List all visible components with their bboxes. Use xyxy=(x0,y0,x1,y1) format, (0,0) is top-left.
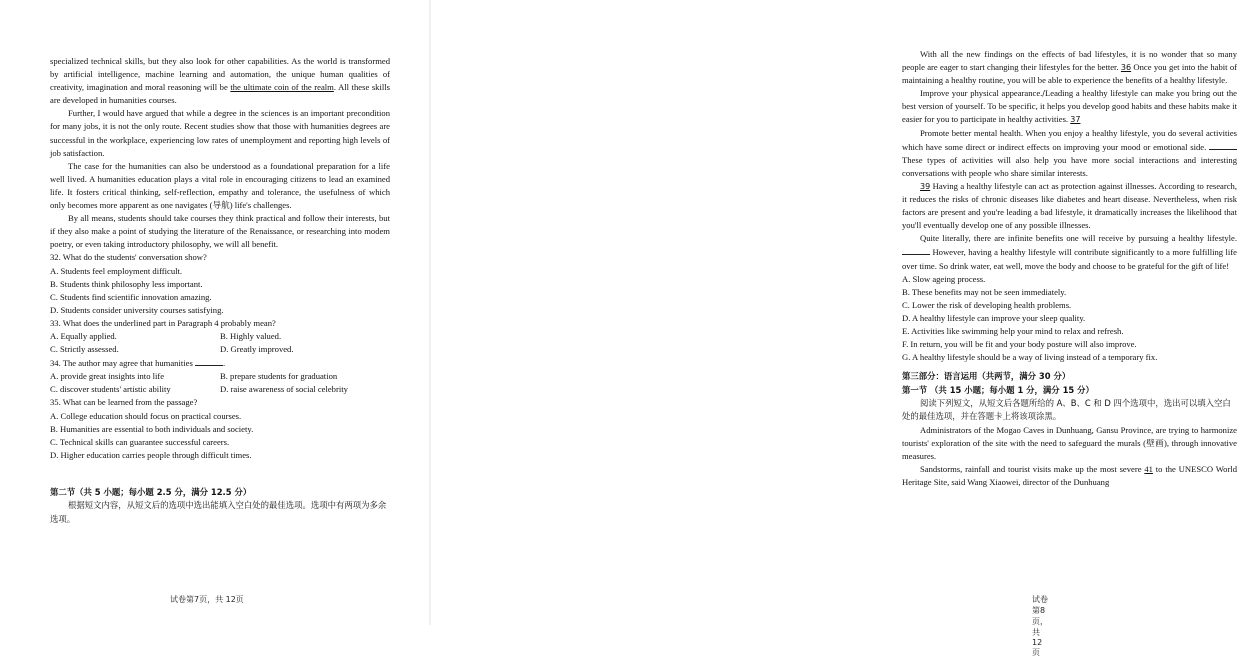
question-35 xyxy=(50,396,390,461)
option: C. Strictly assessed. xyxy=(50,344,119,355)
option: D. A healthy lifestyle can improve your sleep quality. xyxy=(902,312,1086,323)
passage-paragraph: 39 Having a healthy lifestyle can act as protection against illnesses. According to research, it reduces the risks of chronic diseases like diabetes and heart disease. Nevertheless, when risk factors are present and you're leading a bad lifestyle, it dramatically increases the likelihood that you'll eventually develop one of any possible illnesses. xyxy=(902,180,1237,231)
option: B. These benefits may not be seen immediately. xyxy=(902,286,1067,297)
option-row xyxy=(50,330,390,343)
question-32 xyxy=(50,251,390,316)
question-stem: 35. What can be learned from the passage? xyxy=(50,397,198,408)
page-7 xyxy=(0,0,430,625)
question-34 xyxy=(50,356,390,396)
right-column xyxy=(902,48,1237,489)
option: B. Students think philosophy less important. xyxy=(50,278,203,289)
passage-paragraph: Further, I would have argued that while a degree in the sciences is an important precondition for many jobs, it is not the only route. Recent studies show that those with humanities degrees are successful in the workplace, experiencing low rates of unemployment and reporting high levels of job satisfaction. xyxy=(50,108,390,158)
option: D. raise awareness of social celebrity xyxy=(220,384,348,395)
option: F. In return, you will be fit and your body posture will also improve. xyxy=(902,339,1137,350)
option: D. Greatly improved. xyxy=(220,344,294,355)
cloze-blank-41: 41 xyxy=(1144,464,1153,475)
option: A. Equally applied. xyxy=(50,330,117,341)
option: E. Activities like swimming help your mind to relax and refresh. xyxy=(902,325,1124,336)
passage-paragraph: Improve your physical appearance./Leading a healthy lifestyle can make you bring out the best version of yourself. To be specific, it helps you develop good habits and these habits make it easier for you to participate in healthy activities. 37 xyxy=(902,88,1237,125)
passage-paragraph: Quite literally, there are infinite benefits one will receive by pursuing a healthy lifestyle. However, having a healthy lifestyle will contribute significantly to a more fulfilling life over time. So drink water, eat well, move the body and choose to be grateful for the gift of life! xyxy=(902,233,1237,271)
handwritten-blank-39: 39 xyxy=(920,181,931,191)
question-stem: 33. What does the underlined part in Paragraph 4 probably mean? xyxy=(50,317,276,328)
option: D. Higher education carries people through difficult times. xyxy=(50,449,252,460)
passage-paragraph xyxy=(50,55,390,107)
option: C. Lower the risk of developing health problems. xyxy=(902,299,1072,310)
page-8 xyxy=(430,0,1237,657)
option: C. Students find scientific innovation amazing. xyxy=(50,291,212,302)
passage-text: . All these skills are developed in humanities courses. xyxy=(50,82,390,106)
left-column xyxy=(50,55,390,526)
page-footer: 试卷第7页，共 12页 xyxy=(170,595,244,604)
part3-title: 第三部分：语言运用（共两节，满分 30 分） xyxy=(902,371,1071,382)
passage-paragraph: Promote better mental health. When you enjoy a healthy lifestyle, you do several activities which have some direct or indirect effects on improving your mood or emotional side. These types of activities will also help you have more social interactions and interesting conversations with people who share similar interests. xyxy=(902,127,1237,178)
option: G. A healthy lifestyle should be a way of living instead of a temporary fix. xyxy=(902,352,1158,363)
option: A. College education should focus on practical courses. xyxy=(50,410,242,421)
option-row xyxy=(50,370,390,383)
underlined-phrase: the ultimate coin of the realm xyxy=(230,82,334,93)
passage-paragraph: The case for the humanities can also be understood as a foundational preparation for a life well lived. A humanities education plays a vital role in encouraging citizens to lead an examined life. It fosters critical thinking, self-reflection, empathy and tolerance, the usefulness of which only becomes more apparent as one navigates (导航) life's challenges. xyxy=(50,160,390,211)
part3-section1-title: 第一节 （共 15 小题；每小题 1 分，满分 15 分） xyxy=(902,384,1094,395)
question-stem-text: 34. The author may agree that humanities xyxy=(50,358,195,369)
question-33 xyxy=(50,317,390,356)
option: C. Technical skills can guarantee successful careers. xyxy=(50,436,230,447)
handwritten-blank-37: 37 xyxy=(1070,115,1081,125)
answer-blank-38 xyxy=(1209,140,1237,150)
part3-instructions: 阅读下列短文，从短文后各题所给的 A、B、C 和 D 四个选项中，选出可以填入空白处的最佳选项，并在答题卡上将该项涂黑。 xyxy=(902,398,1231,422)
option-row xyxy=(50,383,390,396)
cloze-paragraph: Sandstorms, rainfall and tourist visits make up the most severe 41 to the UNESCO World Heritage Site, said Wang Xiaowei, director of the Dunhuang xyxy=(902,464,1237,488)
passage-paragraph: By all means, students should take courses they think practical and follow their interests, but if they also make a point of studying the literature of the Renaissance, or researching into modem poetry, or even taking introductory philosophy, we will all benefit. xyxy=(50,213,390,250)
option: B. prepare students for graduation xyxy=(220,371,338,382)
passage-text: specialized technical skills, but they also look for other capabilities. As the world is transformed by artificial intelligence, machine learning and automation, the unique human qualities of creativity, imagination and moral reasoning will be xyxy=(50,56,390,93)
option: B. Humanities are essential to both individuals and society. xyxy=(50,423,254,434)
option: C. discover students' artistic ability xyxy=(50,384,171,395)
option-row xyxy=(50,343,390,356)
question-stem: 34. The author may agree that humanities . xyxy=(50,358,226,369)
answer-blank xyxy=(195,356,223,366)
question-stem: 32. What do the students' conversation show? xyxy=(50,252,207,263)
option: A. Students feel employment difficult. xyxy=(50,265,183,276)
options-list xyxy=(902,273,1237,365)
page-footer: 试卷第8页，共 12页 xyxy=(1032,595,1048,657)
passage-paragraph: With all the new findings on the effects of bad lifestyles, it is no wonder that so many people are eager to start changing their lifestyles for the better. 36 Once you get into the habit of maintaining a healthy routine, you will be able to experience the benefits of a healthy lifestyle. xyxy=(902,49,1237,86)
section-title: 第二节（共 5 小题；每小题 2.5 分，满分 12.5 分） xyxy=(50,486,252,497)
cloze-paragraph: Administrators of the Mogao Caves in Dunhuang, Gansu Province, are trying to harmonize tourists' exploration of the site with the need to safeguard the murals (壁画), through innovative measures. xyxy=(902,424,1237,462)
option: B. Highly valued. xyxy=(220,330,282,341)
section-instructions: 根据短文内容，从短文后的选项中选出能填入空白处的最佳选项。选项中有两项为多余选项。 xyxy=(50,500,387,524)
option: D. Students consider university courses satisfying. xyxy=(50,304,224,315)
option: A. Slow ageing process. xyxy=(902,273,986,284)
answer-blank-40 xyxy=(902,245,930,255)
handwritten-blank-36: 36 xyxy=(1120,63,1132,73)
option: A. provide great insights into life xyxy=(50,371,165,382)
pen-mark: / xyxy=(1042,89,1045,99)
